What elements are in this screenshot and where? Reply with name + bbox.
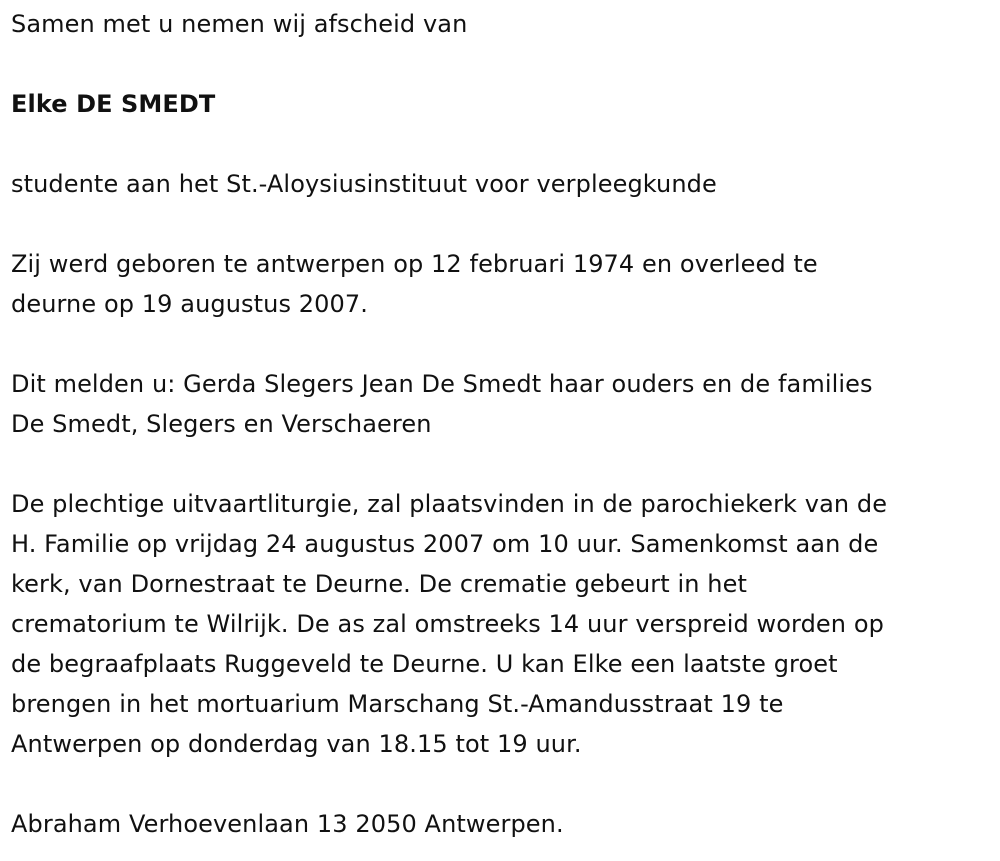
spacer bbox=[11, 324, 986, 364]
spacer bbox=[11, 44, 986, 84]
spacer bbox=[11, 204, 986, 244]
funeral-details-paragraph bbox=[11, 484, 986, 764]
paragraph-line: Dit melden u: Gerda Slegers Jean De Smedt haar ouders en de families bbox=[11, 370, 873, 398]
paragraph-line: De Smedt, Slegers en Verschaeren bbox=[11, 410, 432, 438]
paragraph-line: de begraafplaats Ruggeveld te Deurne. U kan Elke een laatste groet bbox=[11, 650, 838, 678]
paragraph-line: H. Familie op vrijdag 24 augustus 2007 om 10 uur. Samenkomst aan de bbox=[11, 530, 879, 558]
spacer bbox=[11, 444, 986, 484]
paragraph-line: Antwerpen op donderdag van 18.15 tot 19 uur. bbox=[11, 730, 582, 758]
occupation-text: studente aan het St.-Aloysiusinstituut voor verpleegkunde bbox=[11, 170, 717, 198]
intro-text: Samen met u nemen wij afscheid van bbox=[11, 10, 468, 38]
paragraph-line: Zij werd geboren te antwerpen op 12 februari 1974 en overleed te bbox=[11, 250, 818, 278]
paragraph-line: brengen in het mortuarium Marschang St.-Amandusstraat 19 te bbox=[11, 690, 784, 718]
address-text: Abraham Verhoevenlaan 13 2050 Antwerpen. bbox=[11, 810, 564, 838]
birth-death-paragraph bbox=[11, 244, 986, 324]
paragraph-line: De plechtige uitvaartliturgie, zal plaatsvinden in de parochiekerk van de bbox=[11, 490, 888, 518]
paragraph-line: crematorium te Wilrijk. De as zal omstreeks 14 uur verspreid worden op bbox=[11, 610, 884, 638]
deceased-name: Elke DE SMEDT bbox=[11, 90, 216, 118]
paragraph-line: deurne op 19 augustus 2007. bbox=[11, 290, 369, 318]
obituary-notice bbox=[11, 4, 986, 844]
paragraph-line: kerk, van Dornestraat te Deurne. De crematie gebeurt in het bbox=[11, 570, 747, 598]
spacer bbox=[11, 124, 986, 164]
spacer bbox=[11, 764, 986, 804]
announcers-paragraph bbox=[11, 364, 986, 444]
